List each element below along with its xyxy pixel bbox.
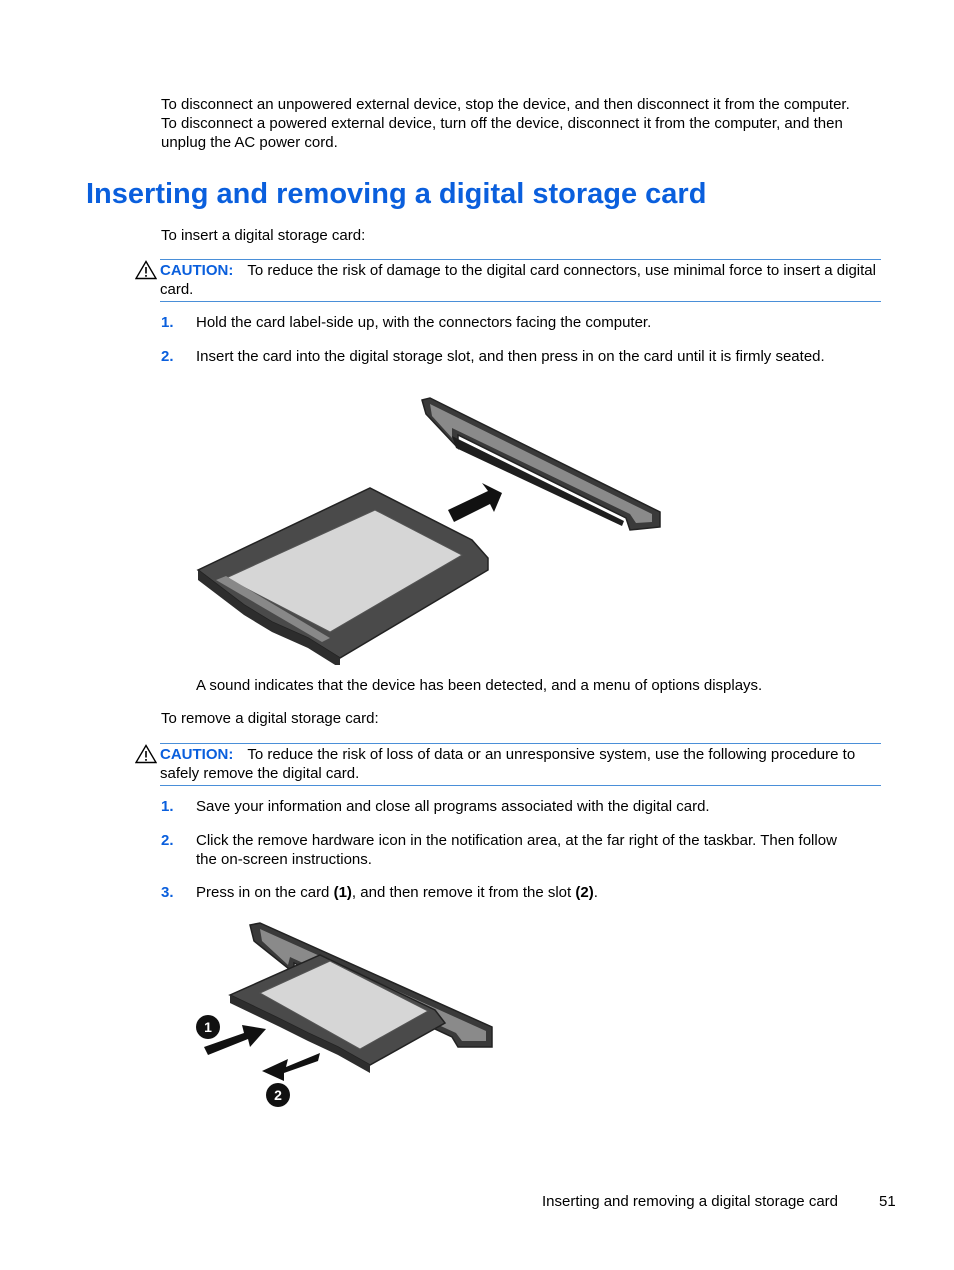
sd-card: [230, 955, 445, 1073]
footer-title: Inserting and removing a digital storage card: [542, 1193, 839, 1210]
caution-text: To reduce the risk of damage to the digital card connectors, use minimal force to insert a digital card.: [160, 262, 876, 298]
callout-1: [196, 1015, 220, 1039]
remove-step-3: [161, 883, 861, 902]
sd-card: [198, 488, 488, 665]
warning-icon: [135, 260, 157, 280]
remove-card-illustration: [190, 915, 510, 1115]
step-number: 2.: [161, 348, 174, 365]
insert-result: A sound indicates that the device has been detected, and a menu of options displays.: [196, 677, 763, 694]
page-number: 51: [879, 1193, 896, 1210]
remove-lead: To remove a digital storage card:: [161, 710, 379, 727]
insert-step-2: [161, 347, 861, 366]
intro-paragraph: To disconnect an unpowered external device, stop the device, and then disconnect it from the computer. To disconnect a powered external device, turn off the device, disconnect it from the computer, and then unplug the AC power cord.: [161, 96, 850, 151]
caution-text: To reduce the risk of loss of data or an unresponsive system, use the following procedure to safely remove the digital card.: [160, 746, 856, 782]
insert-lead: To insert a digital storage card:: [161, 227, 366, 244]
step-text: Save your information and close all programs associated with the digital card.: [196, 798, 710, 815]
remove-caution: [160, 743, 881, 786]
step-number: 1.: [161, 314, 174, 331]
caution-label: CAUTION:: [160, 746, 234, 763]
step-text: Hold the card label-side up, with the connectors facing the computer.: [196, 314, 652, 331]
section-heading: Inserting and removing a digital storage card: [86, 178, 707, 210]
warning-icon: [135, 744, 157, 764]
caution-label: CAUTION:: [160, 262, 234, 279]
callout-ref-2: (2): [575, 884, 594, 901]
step-text-part: Press in on the card: [196, 884, 334, 901]
insert-caution: [160, 259, 881, 302]
step-number: 1.: [161, 798, 174, 815]
step-number: 3.: [161, 884, 174, 901]
callout-2-label: 2: [274, 1087, 282, 1103]
callout-1-label: 1: [204, 1019, 212, 1035]
insert-step-1: [161, 313, 861, 332]
insert-arrow-icon: [448, 483, 502, 522]
step-text: Insert the card into the digital storage slot, and then press in on the card until it is firmly seated.: [196, 348, 825, 365]
step-text: [196, 883, 861, 902]
remove-step-2: [161, 831, 861, 869]
step-text-part: , and then remove it from the slot: [351, 884, 576, 901]
step-text-part: .: [593, 884, 598, 901]
callout-ref-1: (1): [333, 884, 352, 901]
step-text: Click the remove hardware icon in the notification area, at the far right of the taskbar. Then follow the on-screen instructions.: [196, 832, 837, 868]
remove-step-1: [161, 797, 861, 816]
insert-card-illustration: [190, 390, 670, 665]
step-number: 2.: [161, 832, 174, 849]
callout-2: [266, 1083, 290, 1107]
remove-arrow-icon: [262, 1053, 320, 1081]
